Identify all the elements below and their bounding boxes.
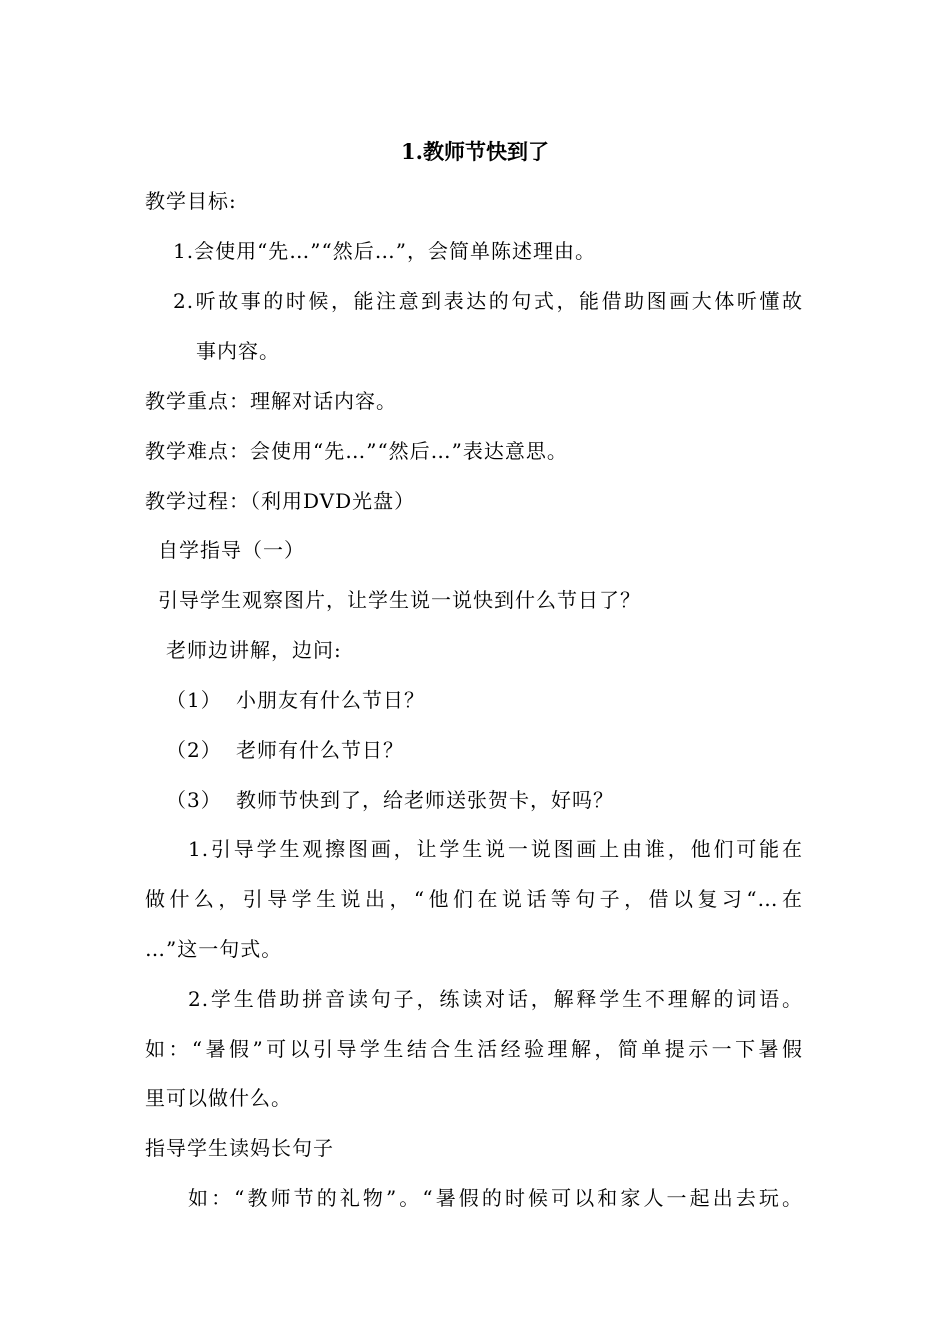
question-text: 教师节快到了，给老师送张贺卡，好吗？ [236, 788, 614, 812]
goal-2-line-1: 2.听故事的时候，能注意到表达的句式，能借助图画大体听懂故 [173, 289, 803, 313]
goals-heading: 教学目标: [145, 189, 237, 213]
step-1-line-2: 做什么，引导学生说出，“他们在说话等句子，借以复习“…在 [145, 887, 803, 911]
key-point: 教学重点：理解对话内容。 [145, 389, 397, 413]
question-number: （1） [166, 688, 222, 712]
page-title: 1.教师节快到了 [401, 139, 549, 164]
question-number: （2） [166, 738, 222, 762]
guide-observe: 引导学生观察图片，让学生说一说快到什么节日了？ [158, 588, 641, 612]
step-1-line-3: …”这一句式。 [145, 937, 283, 961]
question-2 [166, 735, 404, 765]
goal-2-line-2: 事内容。 [196, 339, 280, 363]
question-number: （3） [166, 788, 222, 812]
goal-1: 1.会使用“先…”“然后…”，会简单陈述理由。 [173, 239, 596, 263]
guide-read: 指导学生读妈长句子 [145, 1136, 334, 1160]
question-text: 老师有什么节日？ [236, 738, 404, 762]
question-1 [166, 685, 425, 715]
self-study-heading: 自学指导（一） [158, 538, 305, 562]
example-sentence: 如：“教师节的礼物”。“暑假的时候可以和家人一起出去玩。 [188, 1186, 803, 1210]
process: 教学过程：（利用DVD光盘） [145, 489, 416, 513]
step-1-line-1: 1.引导学生观擦图画，让学生说一说图画上由谁，他们可能在 [188, 837, 803, 861]
step-2-line-2: 如：“暑假”可以引导学生结合生活经验理解，简单提示一下暑假 [145, 1037, 803, 1061]
teacher-explain: 老师边讲解，边问: [166, 638, 342, 662]
step-2-line-1: 2.学生借助拼音读句子，练读对话，解释学生不理解的词语。 [188, 987, 803, 1011]
question-3 [166, 785, 614, 815]
difficulty: 教学难点：会使用“先…”“然后…”表达意思。 [145, 439, 568, 463]
step-2-line-3: 里可以做什么。 [145, 1086, 292, 1110]
question-text: 小朋友有什么节日？ [236, 688, 425, 712]
